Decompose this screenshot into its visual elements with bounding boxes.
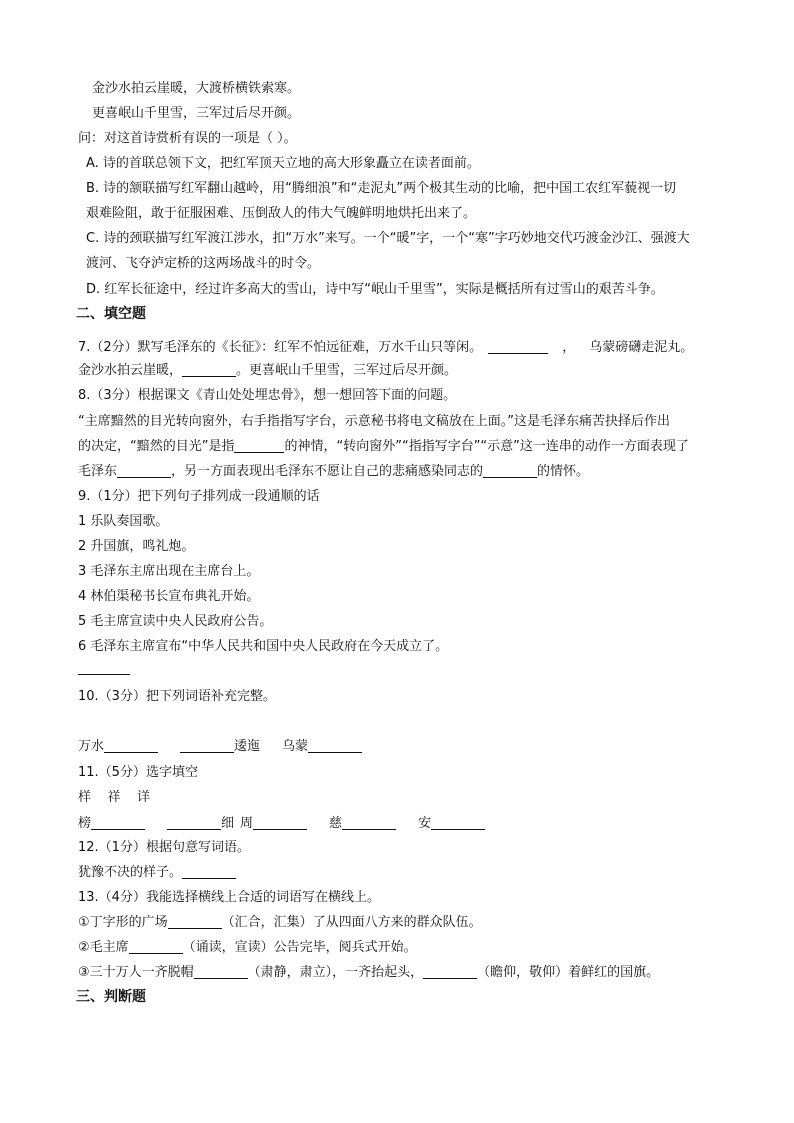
q6-option-c-cont: 渡河、飞夺泸定桥的这两场战斗的时令。 bbox=[86, 256, 321, 271]
q13-text: （汇合，汇集）了从四面八方来的群众队伍。 bbox=[221, 915, 482, 930]
q9-item: 1 乐队奏国歌。 bbox=[78, 514, 169, 529]
q6-option-a: A. 诗的首联总领下文，把红军顶天立地的高大形象矗立在读者面前。 bbox=[86, 156, 480, 171]
q6-option-c: C. 诗的颈联描写红军渡江涉水，扣“万水”来写。一个“暖”字，一个“寒”字巧妙地交代巧渡金沙江、强渡大 bbox=[86, 231, 690, 246]
q13-text: ②毛主席 bbox=[78, 940, 129, 955]
q13-text: （肃静，肃立），一齐抬起头， bbox=[247, 965, 424, 980]
q10-word: 万水 bbox=[78, 739, 105, 754]
q9-item: 3 毛泽东主席出现在主席台上。 bbox=[78, 564, 260, 579]
q9-item: 6 毛泽东主席宣布“中华人民共和国中央人民政府在今天成立了。 bbox=[78, 639, 449, 654]
q7-text: 金沙水拍云崖暖， bbox=[78, 363, 183, 378]
q8-line4 bbox=[78, 463, 734, 481]
q7-text: 乌蒙磅礴走泥丸。 bbox=[589, 340, 694, 355]
q6-option-b: B. 诗的颔联描写红军翻山越岭，用“腾细浪”和“走泥丸”两个极其生动的比喻，把中国工农红军藐视一切 bbox=[86, 181, 677, 196]
answer-blank[interactable] bbox=[253, 815, 307, 830]
q12-line bbox=[78, 864, 734, 882]
poem-line: 金沙水拍云崖暖，大渡桥横铁索寒。 bbox=[92, 81, 301, 96]
answer-blank[interactable] bbox=[180, 738, 234, 753]
q11-title: 11.（5分）选字填空 bbox=[78, 765, 198, 780]
answer-blank[interactable] bbox=[78, 674, 130, 675]
q6-question: 问：对这首诗赏析有误的一项是（ ）。 bbox=[78, 131, 297, 146]
q8-text: 毛泽东 bbox=[78, 464, 118, 479]
answer-blank[interactable] bbox=[129, 939, 183, 954]
q11-word: 细 bbox=[221, 816, 235, 831]
q13-text: ①丁字形的广场 bbox=[78, 915, 168, 930]
answer-blank[interactable] bbox=[431, 815, 485, 830]
q8-passage: “主席黯然的目光转向窗外，右手指指写字台，示意秘书将电文稿放在上面。”这是毛泽东痛苦抉择后作出 bbox=[78, 414, 670, 429]
q8-title: 8.（3分）根据课文《青山处处埋忠骨》，想一想回答下面的问题。 bbox=[78, 388, 457, 403]
q7-line2 bbox=[78, 362, 734, 380]
q8-text: 的情怀。 bbox=[537, 464, 590, 479]
q9-item: 4 林伯渠秘书长宣布典礼开始。 bbox=[78, 589, 260, 604]
q6-option-b-cont: 艰难险阻，敢于征服困难、压倒敌人的伟大气魄鲜明地烘托出来了。 bbox=[86, 206, 477, 221]
answer-blank[interactable] bbox=[342, 815, 396, 830]
answer-blank[interactable] bbox=[117, 463, 171, 478]
answer-blank[interactable] bbox=[194, 964, 248, 979]
q8-line3 bbox=[78, 438, 734, 456]
answer-blank[interactable] bbox=[182, 864, 236, 879]
q8-text: ，另一方面表现出毛泽东不愿让自己的悲痛感染同志的 bbox=[171, 464, 484, 479]
answer-blank[interactable] bbox=[423, 964, 477, 979]
q7-text: 7.（2分）默写毛泽东的《长征》：红军不怕远征难，万水千山只等闲。 bbox=[78, 340, 483, 355]
q11-words bbox=[78, 815, 734, 833]
q9-item: 2 升国旗，鸣礼炮。 bbox=[78, 539, 195, 554]
q11-word: 安 bbox=[418, 816, 432, 831]
q9-title: 9.（1分）把下列句子排列成一段通顺的话 bbox=[78, 489, 320, 504]
q11-word: 榜 bbox=[78, 816, 92, 831]
q10-word: 乌蒙 bbox=[282, 739, 309, 754]
q10-title: 10.（3分）把下列词语补充完整。 bbox=[78, 689, 276, 704]
q8-text: 的决定，“黯然的目光”是指 bbox=[78, 439, 235, 454]
q7-line1 bbox=[78, 339, 734, 357]
q13-title: 13.（4分）我能选择横线上合适的词语写在横线上。 bbox=[78, 890, 380, 905]
answer-blank[interactable] bbox=[104, 738, 158, 753]
answer-blank[interactable] bbox=[91, 815, 145, 830]
answer-blank[interactable] bbox=[168, 914, 222, 929]
q12-prompt: 犹豫不决的样子。 bbox=[78, 865, 183, 880]
answer-blank[interactable] bbox=[488, 339, 548, 354]
q7-text: 。更喜岷山千里雪，三军过后尽开颜。 bbox=[236, 363, 458, 378]
q11-chars: 样 祥 详 bbox=[78, 790, 151, 805]
q13-text: （诵读，宣读）公告完毕，阅兵式开始。 bbox=[182, 940, 417, 955]
q13-sentence-3 bbox=[78, 964, 734, 982]
q13-text: （瞻仰，敬仰）着鲜红的国旗。 bbox=[477, 965, 660, 980]
q10-words bbox=[78, 738, 734, 756]
q8-text: 的神情，“转向窗外”“指指写字台”“示意”这一连串的动作一方面表现了 bbox=[284, 439, 689, 454]
q10-word: 逶迤 bbox=[234, 739, 261, 754]
section-title-fill-in: 二、填空题 bbox=[76, 306, 146, 322]
section-title-true-false: 三、判断题 bbox=[76, 989, 146, 1005]
q13-sentence-1 bbox=[78, 914, 734, 932]
q9-item: 5 毛主席宣读中央人民政府公告。 bbox=[78, 614, 273, 629]
q13-sentence-2 bbox=[78, 939, 734, 957]
q6-option-d: D. 红军长征途中，经过许多高大的雪山，诗中写“岷山千里雪”，实际是概括所有过雪山的艰苦斗争。 bbox=[86, 282, 664, 297]
q11-word: 周 bbox=[240, 816, 254, 831]
q13-text: ③三十万人一齐脱帽 bbox=[78, 965, 194, 980]
q11-word: 慈 bbox=[329, 816, 343, 831]
poem-line: 更喜岷山千里雪，三军过后尽开颜。 bbox=[92, 106, 301, 121]
q7-comma: ， bbox=[562, 340, 576, 355]
answer-blank[interactable] bbox=[234, 438, 284, 453]
q12-title: 12.（1分）根据句意写词语。 bbox=[78, 840, 250, 855]
answer-blank[interactable] bbox=[483, 463, 537, 478]
answer-blank[interactable] bbox=[182, 362, 236, 377]
answer-blank[interactable] bbox=[308, 738, 362, 753]
answer-blank[interactable] bbox=[167, 815, 221, 830]
